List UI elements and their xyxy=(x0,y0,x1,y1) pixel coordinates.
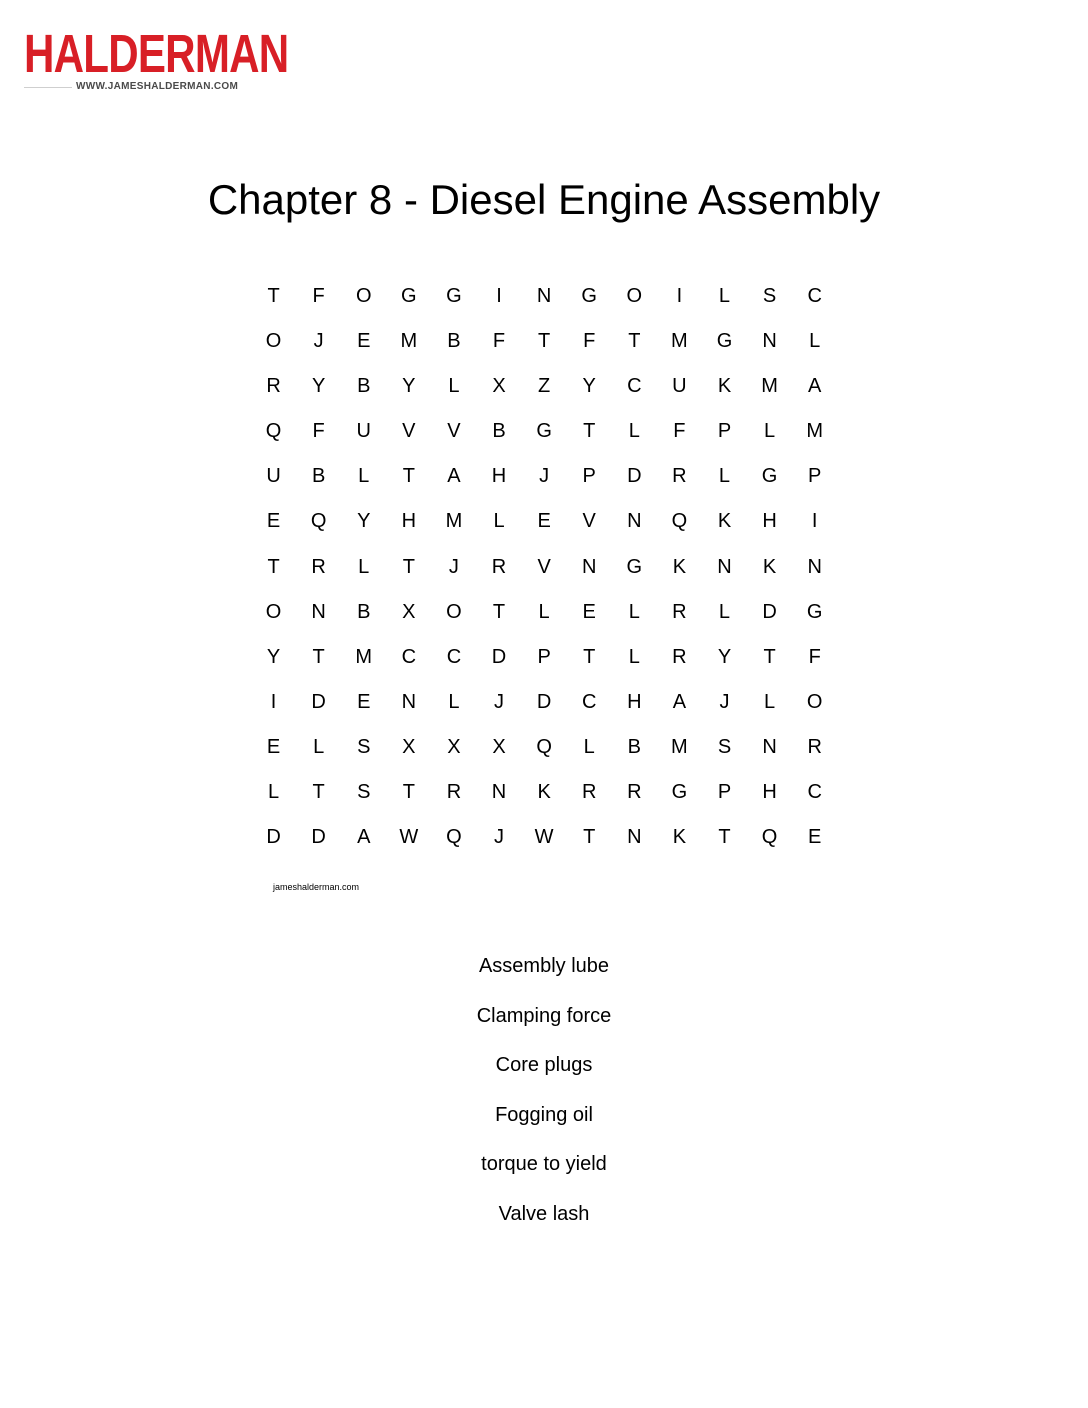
grid-letter: G xyxy=(806,600,823,623)
grid-letter: T xyxy=(583,420,596,443)
grid-letter: P xyxy=(717,781,732,804)
grid-letter: L xyxy=(628,600,640,623)
grid-letter: T xyxy=(312,781,325,804)
grid-letter: I xyxy=(676,285,683,307)
grid-letter: R xyxy=(672,645,687,668)
grid-letter: S xyxy=(357,781,371,804)
grid-letter: E xyxy=(582,600,596,623)
grid-letter: Q xyxy=(671,510,688,533)
credit-text: jameshalderman.com xyxy=(273,882,360,892)
grid-letter: L xyxy=(358,465,370,488)
grid-letter: H xyxy=(627,690,642,713)
grid-letter: T xyxy=(267,555,280,578)
grid-letter: F xyxy=(492,330,506,353)
word-list-item: Fogging oil xyxy=(495,1103,593,1126)
grid-letter: Q xyxy=(761,826,778,849)
grid-letter: P xyxy=(537,645,551,668)
logo-url: WWW.JAMESHALDERMAN.COM xyxy=(76,81,239,92)
grid-letter: N xyxy=(311,600,326,623)
grid-letter: E xyxy=(537,510,551,533)
grid-letter: L xyxy=(358,555,370,578)
grid-letter: H xyxy=(491,465,507,488)
grid-letter: A xyxy=(357,826,371,849)
grid-letter: Y xyxy=(311,375,326,398)
grid-letter: E xyxy=(357,330,371,353)
grid-letter: R xyxy=(266,375,281,398)
grid-letter: D xyxy=(536,690,552,713)
grid-letter: C xyxy=(581,690,597,713)
grid-letter: O xyxy=(265,600,282,623)
grid-letter: G xyxy=(671,781,688,804)
grid-letter: I xyxy=(496,285,502,307)
grid-letter: S xyxy=(762,285,777,307)
grid-letter: U xyxy=(266,465,281,488)
grid-letter: D xyxy=(311,690,326,713)
grid-letter: L xyxy=(493,510,505,533)
grid-letter: L xyxy=(267,781,280,804)
grid-letter: A xyxy=(672,690,687,713)
grid-letter: T xyxy=(312,645,325,668)
grid-letter: D xyxy=(266,826,281,849)
grid-letter: D xyxy=(311,826,326,849)
grid-letter: L xyxy=(448,690,460,713)
grid-letter: H xyxy=(762,510,777,533)
grid-letter: L xyxy=(628,645,640,668)
grid-letter: I xyxy=(811,510,818,533)
grid-letter: O xyxy=(626,285,643,307)
grid-letter: T xyxy=(538,330,551,353)
grid-letter: J xyxy=(494,826,505,849)
grid-letter: T xyxy=(402,555,415,578)
grid-letter: V xyxy=(537,555,551,578)
grid-letter: Y xyxy=(582,375,596,398)
grid-letter: N xyxy=(762,330,777,353)
page-title: Chapter 8 - Diesel Engine Assembly xyxy=(207,176,881,223)
grid-letter: E xyxy=(357,690,371,713)
word-list-item: torque to yield xyxy=(481,1153,607,1175)
grid-letter: P xyxy=(717,420,732,443)
grid-letter: L xyxy=(764,690,776,713)
grid-letter: X xyxy=(402,735,416,758)
grid-letter: M xyxy=(761,375,778,398)
grid-letter: M xyxy=(671,330,688,353)
logo-rule xyxy=(24,87,72,88)
grid-letter: N xyxy=(627,826,642,849)
grid-letter: L xyxy=(809,330,821,353)
grid-letter: X xyxy=(492,735,506,758)
word-list-item: Core plugs xyxy=(495,1054,593,1076)
grid-letter: Z xyxy=(538,375,551,398)
grid-letter: L xyxy=(313,735,325,758)
grid-letter: F xyxy=(312,420,325,443)
grid-letter: N xyxy=(401,690,417,713)
grid-letter: T xyxy=(763,645,776,668)
grid-letter: Q xyxy=(536,735,552,758)
grid-letter: L xyxy=(628,420,640,443)
grid-letter: U xyxy=(356,420,371,443)
grid-letter: T xyxy=(628,330,641,353)
grid-letter: F xyxy=(808,645,821,668)
grid-letter: H xyxy=(401,510,417,533)
grid-letter: J xyxy=(539,465,550,488)
grid-letter: C xyxy=(807,781,822,804)
grid-letter: F xyxy=(583,330,596,353)
word-list xyxy=(0,950,1088,1247)
grid-letter: Y xyxy=(717,645,732,668)
grid-letter: X xyxy=(447,735,461,758)
grid-letter: L xyxy=(448,375,460,398)
grid-letter: E xyxy=(266,735,281,758)
grid-letter: I xyxy=(270,690,277,713)
grid-letter: G xyxy=(716,330,733,353)
grid-letter: E xyxy=(808,826,822,849)
grid-letter: R xyxy=(807,735,822,758)
grid-letter: C xyxy=(446,645,462,668)
grid-letter: G xyxy=(536,420,552,443)
grid-letter: L xyxy=(583,735,595,758)
grid-letter: J xyxy=(448,555,459,578)
grid-letter: N xyxy=(627,510,642,533)
grid-letter: Y xyxy=(266,645,281,668)
word-list-item: Valve lash xyxy=(498,1202,590,1225)
grid-letter: Q xyxy=(265,420,282,443)
grid-letter: G xyxy=(761,465,778,488)
grid-letter: B xyxy=(311,465,326,488)
grid-letter: Q xyxy=(446,826,462,849)
grid-letter: J xyxy=(719,690,730,713)
grid-letter: G xyxy=(446,285,462,307)
grid-letter: F xyxy=(312,285,325,307)
grid-letter: O xyxy=(265,330,282,353)
grid-letter: K xyxy=(672,826,687,849)
grid-letter: T xyxy=(718,826,731,849)
grid-letter: T xyxy=(402,465,415,488)
grid-letter: B xyxy=(447,330,461,353)
grid-letter: W xyxy=(399,826,419,849)
grid-letter: B xyxy=(627,735,641,758)
grid-letter: K xyxy=(762,555,777,578)
grid-letter: H xyxy=(762,781,777,804)
grid-letter: N xyxy=(581,555,597,578)
grid-letter: N xyxy=(491,781,507,804)
grid-letter: G xyxy=(626,555,643,578)
grid-letter: G xyxy=(401,285,417,307)
grid-letter: Y xyxy=(357,510,371,533)
grid-letter: L xyxy=(764,420,776,443)
grid-letter: J xyxy=(313,330,324,353)
grid-letter: V xyxy=(402,420,416,443)
grid-letter: C xyxy=(627,375,642,398)
grid-letter: T xyxy=(402,781,415,804)
grid-letter: R xyxy=(491,555,507,578)
halderman-logo xyxy=(24,24,289,96)
grid-letter: E xyxy=(266,510,281,533)
grid-letter: O xyxy=(806,690,823,713)
grid-letter: P xyxy=(582,465,596,488)
grid-letter: O xyxy=(355,285,372,307)
grid-letter: L xyxy=(718,285,731,307)
grid-letter: D xyxy=(627,465,642,488)
grid-letter: M xyxy=(806,420,823,443)
grid-letter: B xyxy=(357,600,371,623)
word-list-item: Assembly lube xyxy=(478,955,610,977)
grid-letter: T xyxy=(583,826,596,849)
grid-letter: R xyxy=(446,781,462,804)
grid-letter: D xyxy=(491,645,507,668)
grid-letter: B xyxy=(492,420,506,443)
grid-letter: N xyxy=(807,555,822,578)
grid-letter: U xyxy=(672,375,687,398)
grid-letter: V xyxy=(582,510,596,533)
grid-letter: F xyxy=(673,420,686,443)
grid-letter: A xyxy=(808,375,822,398)
grid-letter: R xyxy=(311,555,326,578)
grid-letter: L xyxy=(538,600,550,623)
grid-letter: V xyxy=(447,420,461,443)
grid-letter: B xyxy=(357,375,371,398)
grid-letter: M xyxy=(355,645,373,668)
grid-letter: K xyxy=(537,781,551,804)
grid-letter: N xyxy=(717,555,732,578)
grid-letter: W xyxy=(534,826,554,849)
grid-letter: M xyxy=(445,510,463,533)
word-list-item: Clamping force xyxy=(476,1004,612,1027)
grid-letter: K xyxy=(717,510,732,533)
grid-letter: L xyxy=(718,465,731,488)
grid-letter: Y xyxy=(402,375,416,398)
grid-letter: L xyxy=(718,600,731,623)
grid-letter: T xyxy=(492,600,506,623)
grid-letter: G xyxy=(581,285,597,307)
grid-letter: T xyxy=(583,645,596,668)
logo-wordmark: HALDERMAN xyxy=(24,24,289,84)
grid-letter: R xyxy=(581,781,597,804)
grid-letter: X xyxy=(402,600,416,623)
grid-letter: T xyxy=(267,285,280,307)
grid-letter: M xyxy=(400,330,418,353)
grid-letter: A xyxy=(447,465,461,488)
grid-letter: N xyxy=(536,285,552,307)
grid-letter: R xyxy=(627,781,642,804)
grid-letter: C xyxy=(401,645,417,668)
grid-letter: N xyxy=(762,735,777,758)
grid-letter: O xyxy=(446,600,462,623)
grid-letter: R xyxy=(672,600,687,623)
grid-letter: Q xyxy=(310,510,327,533)
grid-letter: M xyxy=(671,735,688,758)
grid-letter: R xyxy=(672,465,687,488)
grid-letter: X xyxy=(492,375,506,398)
word-search-grid xyxy=(251,274,837,860)
grid-letter: S xyxy=(717,735,732,758)
grid-letter: D xyxy=(762,600,777,623)
grid-letter: S xyxy=(357,735,371,758)
grid-letter: P xyxy=(808,465,822,488)
grid-letter: J xyxy=(494,690,505,713)
grid-letter: C xyxy=(807,285,822,307)
grid-letter: K xyxy=(717,375,732,398)
grid-letter: K xyxy=(672,555,687,578)
